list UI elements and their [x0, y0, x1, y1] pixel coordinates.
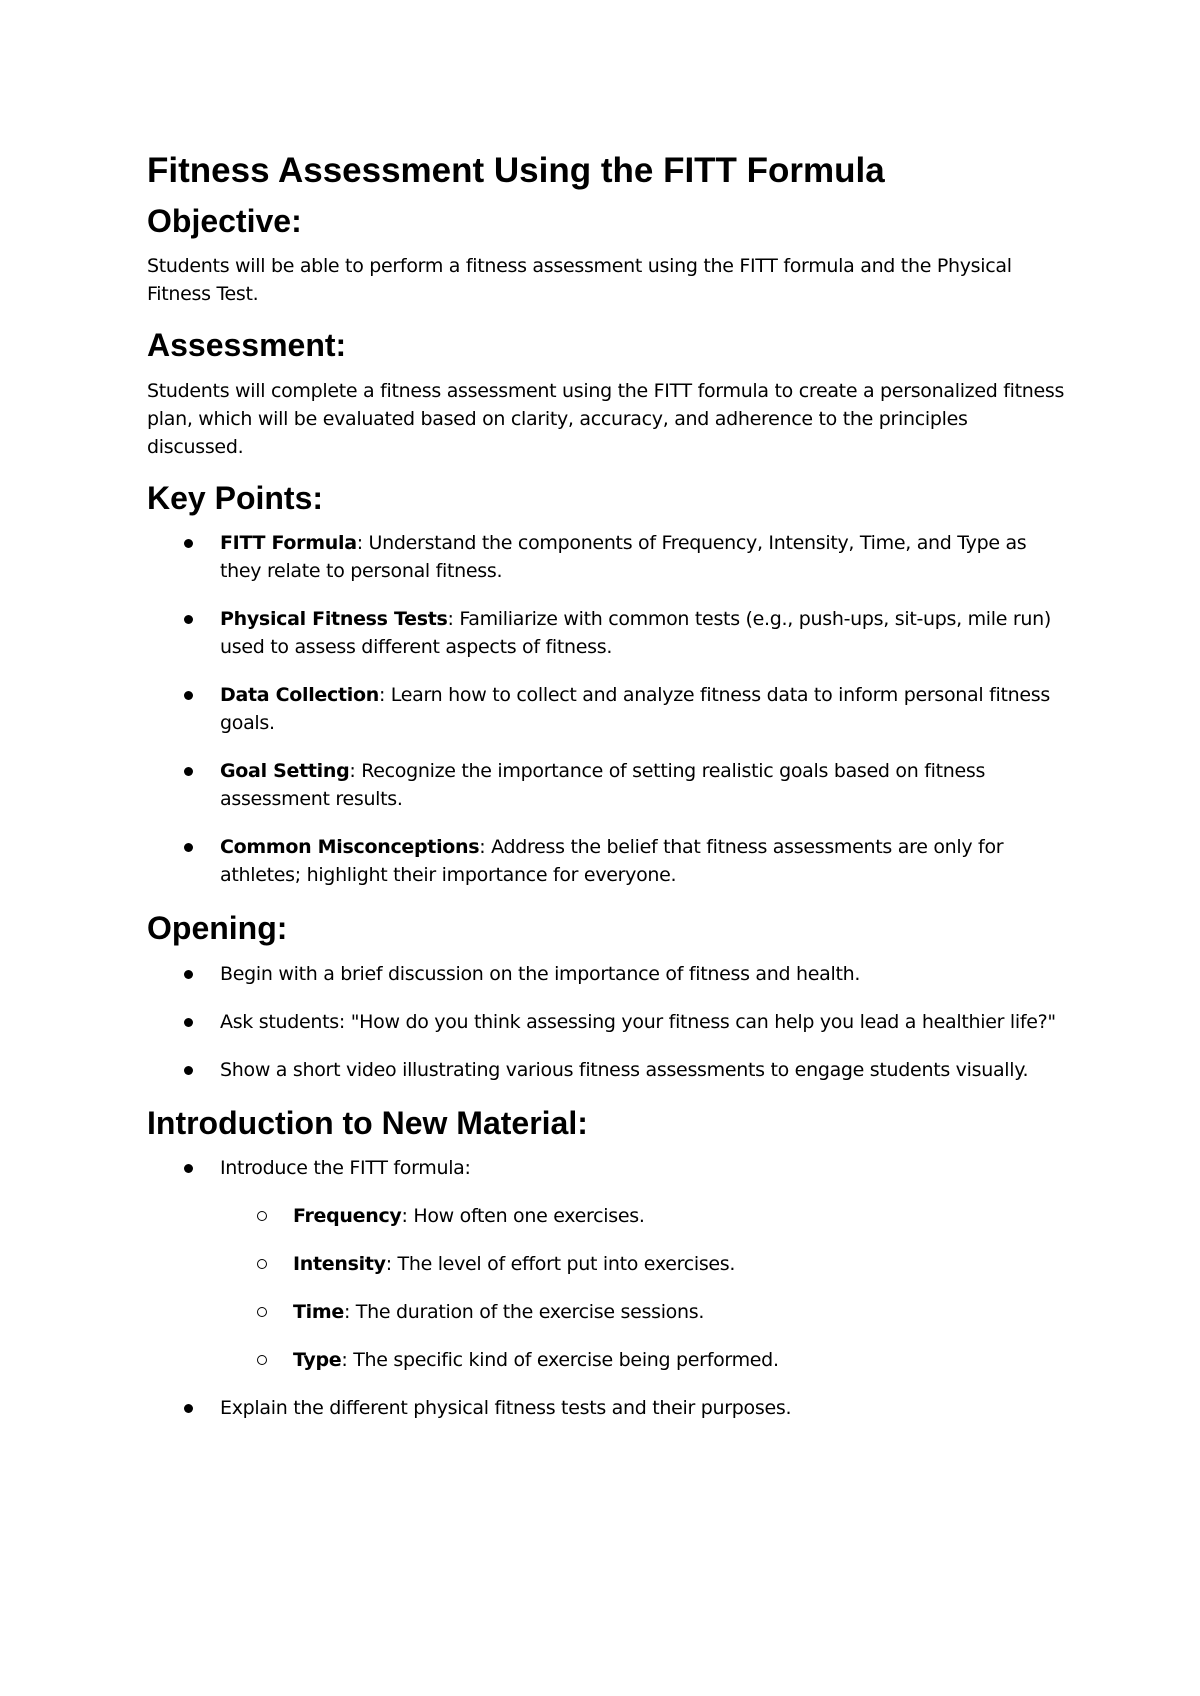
fitt-term: Frequency: [293, 1204, 402, 1227]
fitt-term-text: : The level of effort put into exercises.: [385, 1252, 736, 1275]
key-points-heading: Key Points:: [147, 479, 324, 516]
opening-list: [147, 960, 1067, 1084]
bullet-icon: [184, 539, 193, 548]
bullet-icon: [184, 767, 193, 776]
list-item: [147, 1154, 1067, 1374]
opening-item-text: Begin with a brief discussion on the importance of fitness and health.: [220, 962, 861, 985]
opening-item-text: Ask students: "How do you think assessing your fitness can help you lead a healthier life?": [220, 1010, 1056, 1033]
bullet-icon: [184, 615, 193, 624]
intro-list: [147, 1154, 1067, 1422]
hollow-bullet-icon: [257, 1259, 267, 1269]
intro-heading: Introduction to New Material:: [147, 1104, 588, 1141]
bullet-icon: [184, 691, 193, 700]
key-point-text: : Understand the components of Frequency, Intensity, Time, and Type as they relate to personal fitness.: [220, 532, 1027, 583]
fitt-sublist: [220, 1202, 1067, 1374]
bullet-icon: [184, 1404, 193, 1413]
hollow-bullet-icon: [257, 1211, 267, 1221]
opening-heading: Opening:: [147, 910, 288, 947]
hollow-bullet-icon: [257, 1355, 267, 1365]
fitt-term: Time: [293, 1300, 344, 1323]
assessment-heading: Assessment:: [147, 327, 347, 364]
sublist-item: [220, 1346, 1067, 1374]
list-item: [147, 681, 1067, 737]
bullet-icon: [184, 1018, 193, 1027]
objective-heading: Objective:: [147, 203, 302, 239]
fitt-term-text: : The specific kind of exercise being performed.: [341, 1348, 779, 1371]
key-point-text: : Address the belief that fitness assessments are only for athletes; highlight their importance for everyone.: [220, 836, 1004, 887]
list-item: [147, 1008, 1067, 1036]
fitt-term: Type: [293, 1348, 342, 1371]
list-item: [147, 960, 1067, 988]
document-page: [147, 150, 1067, 1442]
key-point-term: Data Collection: [220, 684, 379, 707]
sublist-item: [220, 1202, 1067, 1230]
key-point-text: : Learn how to collect and analyze fitness data to inform personal fitness goals.: [220, 684, 1050, 735]
bullet-icon: [184, 1164, 193, 1173]
intro-item-text: Explain the different physical fitness tests and their purposes.: [220, 1396, 792, 1419]
list-item: [147, 1056, 1067, 1084]
list-item: [147, 1394, 1067, 1422]
key-point-term: FITT Formula: [220, 532, 357, 555]
fitt-term-text: : How often one exercises.: [401, 1204, 645, 1227]
document-title: Fitness Assessment Using the FITT Formula: [147, 151, 885, 190]
opening-item-text: Show a short video illustrating various fitness assessments to engage students visually.: [220, 1058, 1029, 1081]
key-point-term: Physical Fitness Tests: [220, 608, 448, 631]
list-item: [147, 529, 1067, 585]
key-point-text: : Familiarize with common tests (e.g., push-ups, sit-ups, mile run) used to assess different aspects of fitness.: [220, 608, 1052, 659]
bullet-icon: [184, 970, 193, 979]
list-item: [147, 757, 1067, 813]
intro-item-text: Introduce the FITT formula:: [220, 1156, 471, 1179]
sublist-item: [220, 1250, 1067, 1278]
objective-text: Students will be able to perform a fitness assessment using the FITT formula and the Physical Fitness Test.: [147, 255, 1012, 306]
bullet-icon: [184, 1066, 193, 1075]
key-points-list: [147, 529, 1067, 889]
key-point-term: Common Misconceptions: [220, 836, 480, 859]
bullet-icon: [184, 843, 193, 852]
hollow-bullet-icon: [257, 1307, 267, 1317]
list-item: [147, 833, 1067, 889]
key-point-text: : Recognize the importance of setting realistic goals based on fitness assessment results.: [220, 760, 986, 811]
sublist-item: [220, 1298, 1067, 1326]
assessment-text: Students will complete a fitness assessment using the FITT formula to create a personalized fitness plan, which will be evaluated based on clarity, accuracy, and adherence to the principles discussed.: [147, 379, 1065, 458]
key-point-term: Goal Setting: [220, 760, 350, 783]
list-item: [147, 605, 1067, 661]
fitt-term: Intensity: [293, 1252, 386, 1275]
fitt-term-text: : The duration of the exercise sessions.: [343, 1300, 705, 1323]
